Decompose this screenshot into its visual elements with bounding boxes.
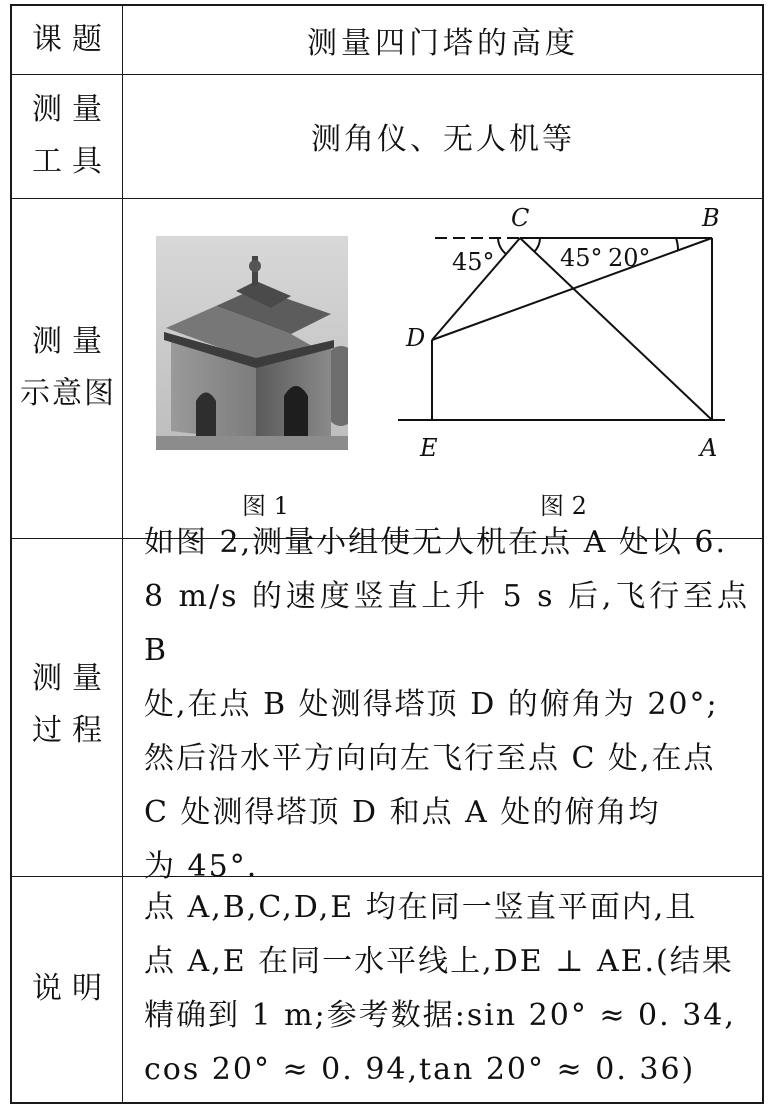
process-line: 8 m/s 的速度竖直上升 5 s 后,飞行至点 B bbox=[144, 579, 749, 668]
note-line: 点 A,E 在同一水平线上,DE ⊥ AE.(结果 bbox=[144, 944, 734, 979]
process-paragraph bbox=[144, 516, 749, 894]
angle-mid-label: 45° bbox=[560, 244, 603, 272]
note-line: cos 20° ≈ 0. 94,tan 20° ≈ 0. 36) bbox=[144, 1052, 696, 1087]
angle-left-label: 45° bbox=[452, 248, 495, 276]
topic-value-cell bbox=[124, 6, 762, 74]
tools-value-cell bbox=[124, 74, 762, 198]
angle-arc-mid bbox=[534, 238, 540, 252]
process-line: 如图 2,测量小组使无人机在点 A 处以 6. bbox=[144, 525, 728, 560]
note-paragraph bbox=[144, 881, 736, 1097]
point-a-label: A bbox=[700, 434, 718, 462]
point-e-label: E bbox=[420, 434, 438, 462]
process-text-cell bbox=[124, 525, 763, 884]
angle-arc-right bbox=[676, 238, 678, 250]
tools-value: 测角仪、无人机等 bbox=[311, 122, 575, 157]
note-line: 点 A,B,C,D,E 均在同一竖直平面内,且 bbox=[144, 890, 698, 925]
process-label-cell bbox=[12, 536, 122, 874]
diagram-label-cell bbox=[12, 198, 122, 538]
point-b-label: B bbox=[702, 204, 720, 232]
angle-arc-left bbox=[498, 238, 506, 254]
process-label-line1: 测量 bbox=[32, 661, 112, 696]
note-text-cell bbox=[124, 874, 763, 1104]
tools-label-line1: 测量 bbox=[32, 92, 112, 127]
process-line: 然后沿水平方向向左飞行至点 C 处,在点 bbox=[144, 741, 716, 776]
topic-label: 课题 bbox=[32, 22, 112, 57]
figure1-caption: 图 1 bbox=[242, 492, 289, 520]
diagram-label-line2: 示意图 bbox=[20, 376, 116, 411]
topic-value: 测量四门塔的高度 bbox=[307, 26, 579, 61]
process-line: 为 45°. bbox=[144, 849, 259, 884]
angle-right-label: 20° bbox=[608, 244, 651, 272]
column-divider bbox=[122, 6, 123, 1102]
point-d-label: D bbox=[406, 324, 426, 352]
figure2-caption: 图 2 bbox=[540, 492, 587, 520]
note-label-cell bbox=[12, 874, 122, 1104]
tools-label-line2: 工具 bbox=[32, 144, 112, 179]
tools-label-cell bbox=[12, 74, 122, 198]
note-label: 说明 bbox=[32, 971, 112, 1006]
row-divider bbox=[12, 198, 762, 199]
point-c-label: C bbox=[511, 204, 530, 232]
diagram-label-line1: 测量 bbox=[32, 324, 112, 359]
topic-label-cell bbox=[12, 6, 122, 74]
note-line: 精确到 1 m;参考数据:sin 20° ≈ 0. 34, bbox=[144, 998, 736, 1033]
process-line: C 处测得塔顶 D 和点 A 处的俯角均 bbox=[144, 795, 661, 830]
process-label-line2: 过程 bbox=[32, 713, 112, 748]
pagoda-photo bbox=[156, 236, 348, 450]
process-line: 处,在点 B 处测得塔顶 D 的俯角为 20°; bbox=[144, 687, 719, 722]
geometry-figure bbox=[380, 200, 740, 470]
